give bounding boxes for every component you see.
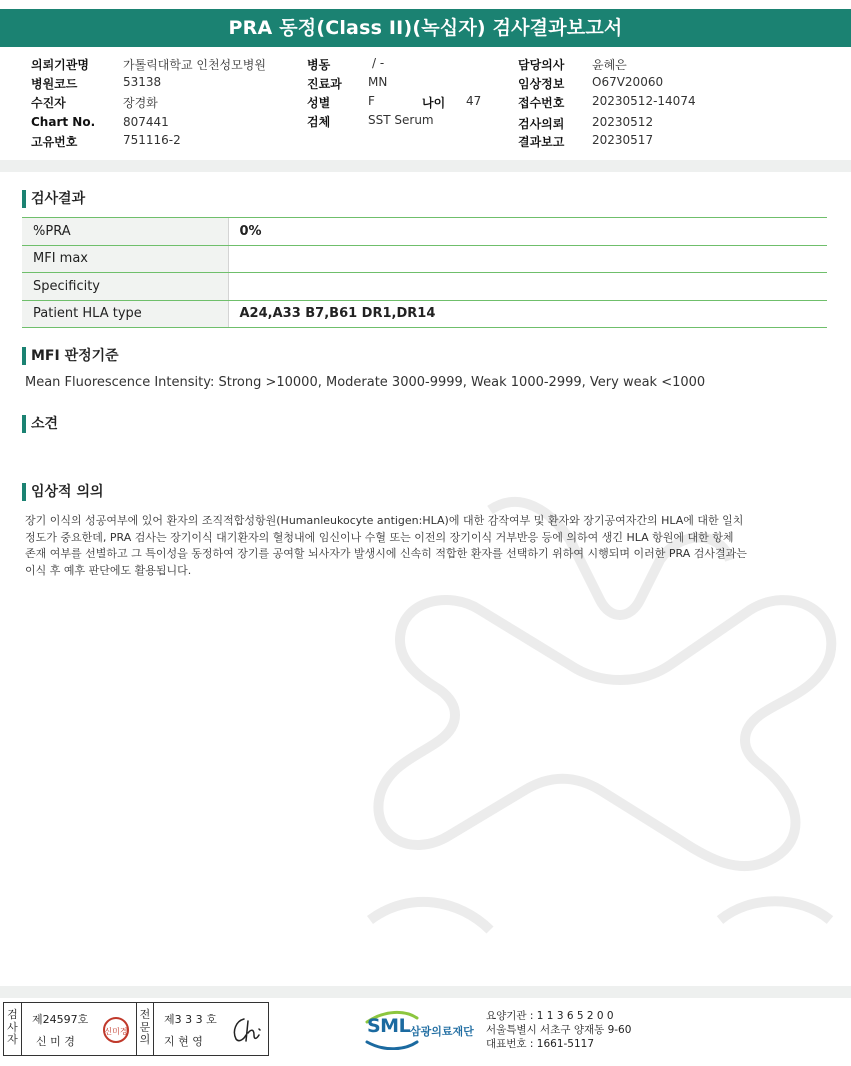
doctor-label: 담당의사 bbox=[518, 58, 565, 72]
result-label: Specificity bbox=[22, 273, 228, 301]
corp-code-line: 요양기관 : 1 1 3 6 5 2 0 0 bbox=[486, 1010, 614, 1022]
table-row bbox=[22, 273, 827, 301]
examinee-label: 수진자 bbox=[31, 96, 66, 110]
result-label: %PRA bbox=[22, 218, 228, 246]
signature-icon bbox=[226, 1013, 264, 1045]
sex-value: F bbox=[368, 94, 375, 108]
hospital-value: 가톨릭대학교 인천성모병원 bbox=[123, 58, 266, 72]
results-table bbox=[22, 217, 827, 328]
footer-divider bbox=[0, 986, 851, 998]
specialist-label bbox=[136, 1003, 154, 1055]
result-label: Patient HLA type bbox=[22, 300, 228, 328]
section-clinical-title: 임상적 의의 bbox=[22, 483, 104, 501]
hospital-label: 의뢰기관명 bbox=[31, 58, 89, 72]
organization-name: 삼광의료재단 bbox=[410, 1025, 474, 1038]
hospital-code-label: 병원코드 bbox=[31, 77, 78, 91]
section-opinion-title: 소견 bbox=[22, 415, 58, 433]
corporate-info bbox=[486, 1009, 631, 1051]
result-value bbox=[228, 245, 827, 273]
chart-label: Chart No. bbox=[31, 115, 96, 129]
clinical-line: 장기 이식의 성공여부에 있어 환자의 조직적합성항원(Humanleukocyte antigen:HLA)에 대한 감작여부 및 환자와 장기공여자간의 HLA에 대한 일치 bbox=[25, 514, 744, 527]
age-value: 47 bbox=[466, 94, 482, 108]
examiner-name: 신 미 경 bbox=[36, 1035, 75, 1048]
specialist-license-no: 제3 3 3 호 bbox=[164, 1013, 217, 1026]
report-date-label: 결과보고 bbox=[518, 135, 565, 149]
specimen-value: SST Serum bbox=[368, 113, 434, 127]
mfi-criteria-text: Mean Fluorescence Intensity: Strong >10000, Moderate 3000-9999, Weak 1000-2999, Very weak <1000 bbox=[25, 375, 706, 390]
dept-value: MN bbox=[368, 75, 388, 89]
examiner-label bbox=[4, 1003, 22, 1055]
sex-label: 성별 bbox=[307, 96, 331, 110]
result-label: MFI max bbox=[22, 245, 228, 273]
chart-value: 807441 bbox=[123, 115, 169, 129]
section-mfi-title: MFI 판정기준 bbox=[22, 347, 119, 365]
ward-label: 병동 bbox=[307, 58, 331, 72]
specimen-label: 검체 bbox=[307, 115, 331, 129]
ward-value: / - bbox=[372, 56, 385, 70]
clinical-line: 이식 후 예후 판단에도 활용됩니다. bbox=[25, 563, 192, 577]
unique-value: 751116-2 bbox=[123, 133, 181, 147]
examiner-label-text: 검 사 자 bbox=[7, 1008, 18, 1046]
result-value: 0% bbox=[228, 218, 827, 246]
corp-address-line: 서울특별시 서초구 양재동 9-60 bbox=[486, 1024, 632, 1036]
result-value: A24,A33 B7,B61 DR1,DR14 bbox=[228, 300, 827, 328]
report-title: PRA 동정(Class II)(녹십자) 검사결과보고서 bbox=[0, 9, 851, 47]
patient-info bbox=[0, 56, 851, 156]
doctor-value: 윤혜은 bbox=[592, 58, 627, 72]
examiner-license-no: 제24597호 bbox=[32, 1013, 89, 1026]
clinical-info-label: 임상정보 bbox=[518, 77, 565, 91]
age-label: 나이 bbox=[422, 96, 446, 110]
receipt-value: 20230512-14074 bbox=[592, 94, 696, 108]
table-row bbox=[22, 300, 827, 328]
section-results-title: 검사결과 bbox=[22, 190, 85, 208]
specialist-name: 지 현 영 bbox=[164, 1035, 203, 1048]
clinical-info-value: O67V20060 bbox=[592, 75, 664, 89]
seal-text: 신미경 bbox=[104, 1027, 128, 1036]
sml-logo-text: SML bbox=[367, 1015, 411, 1037]
corp-phone-line: 대표번호 : 1661-5117 bbox=[486, 1038, 595, 1050]
specialist-label-text: 전 문 의 bbox=[139, 1008, 151, 1046]
header-divider bbox=[0, 160, 851, 172]
clinical-line: 정도가 중요한데, PRA 검사는 장기이식 대기환자의 혈청내에 임신이나 수혈 또는 이전의 장기이식 거부반응 등에 의하여 생긴 HLA 항원에 대한 항체 bbox=[25, 530, 734, 544]
report-date-value: 20230517 bbox=[592, 133, 654, 147]
request-label: 검사의뢰 bbox=[518, 117, 565, 131]
hospital-code-value: 53138 bbox=[123, 75, 162, 89]
clinical-significance-text bbox=[25, 513, 825, 579]
examinee-value: 장경화 bbox=[123, 96, 158, 110]
seal-stamp bbox=[102, 1016, 130, 1044]
table-row bbox=[22, 218, 827, 246]
clinical-line: 존재 여부를 선별하고 그 특이성을 동정하여 장기를 공여할 뇌사자가 발생시에 신속히 적합한 환자를 선택하기 위하여 시행되며 이러한 PRA 검사결과는 bbox=[25, 547, 747, 560]
request-value: 20230512 bbox=[592, 115, 654, 129]
dept-label: 진료과 bbox=[307, 77, 342, 91]
receipt-label: 접수번호 bbox=[518, 96, 565, 110]
signature-box bbox=[3, 1002, 269, 1056]
unique-label: 고유번호 bbox=[31, 135, 78, 149]
table-row bbox=[22, 245, 827, 273]
result-value bbox=[228, 273, 827, 301]
